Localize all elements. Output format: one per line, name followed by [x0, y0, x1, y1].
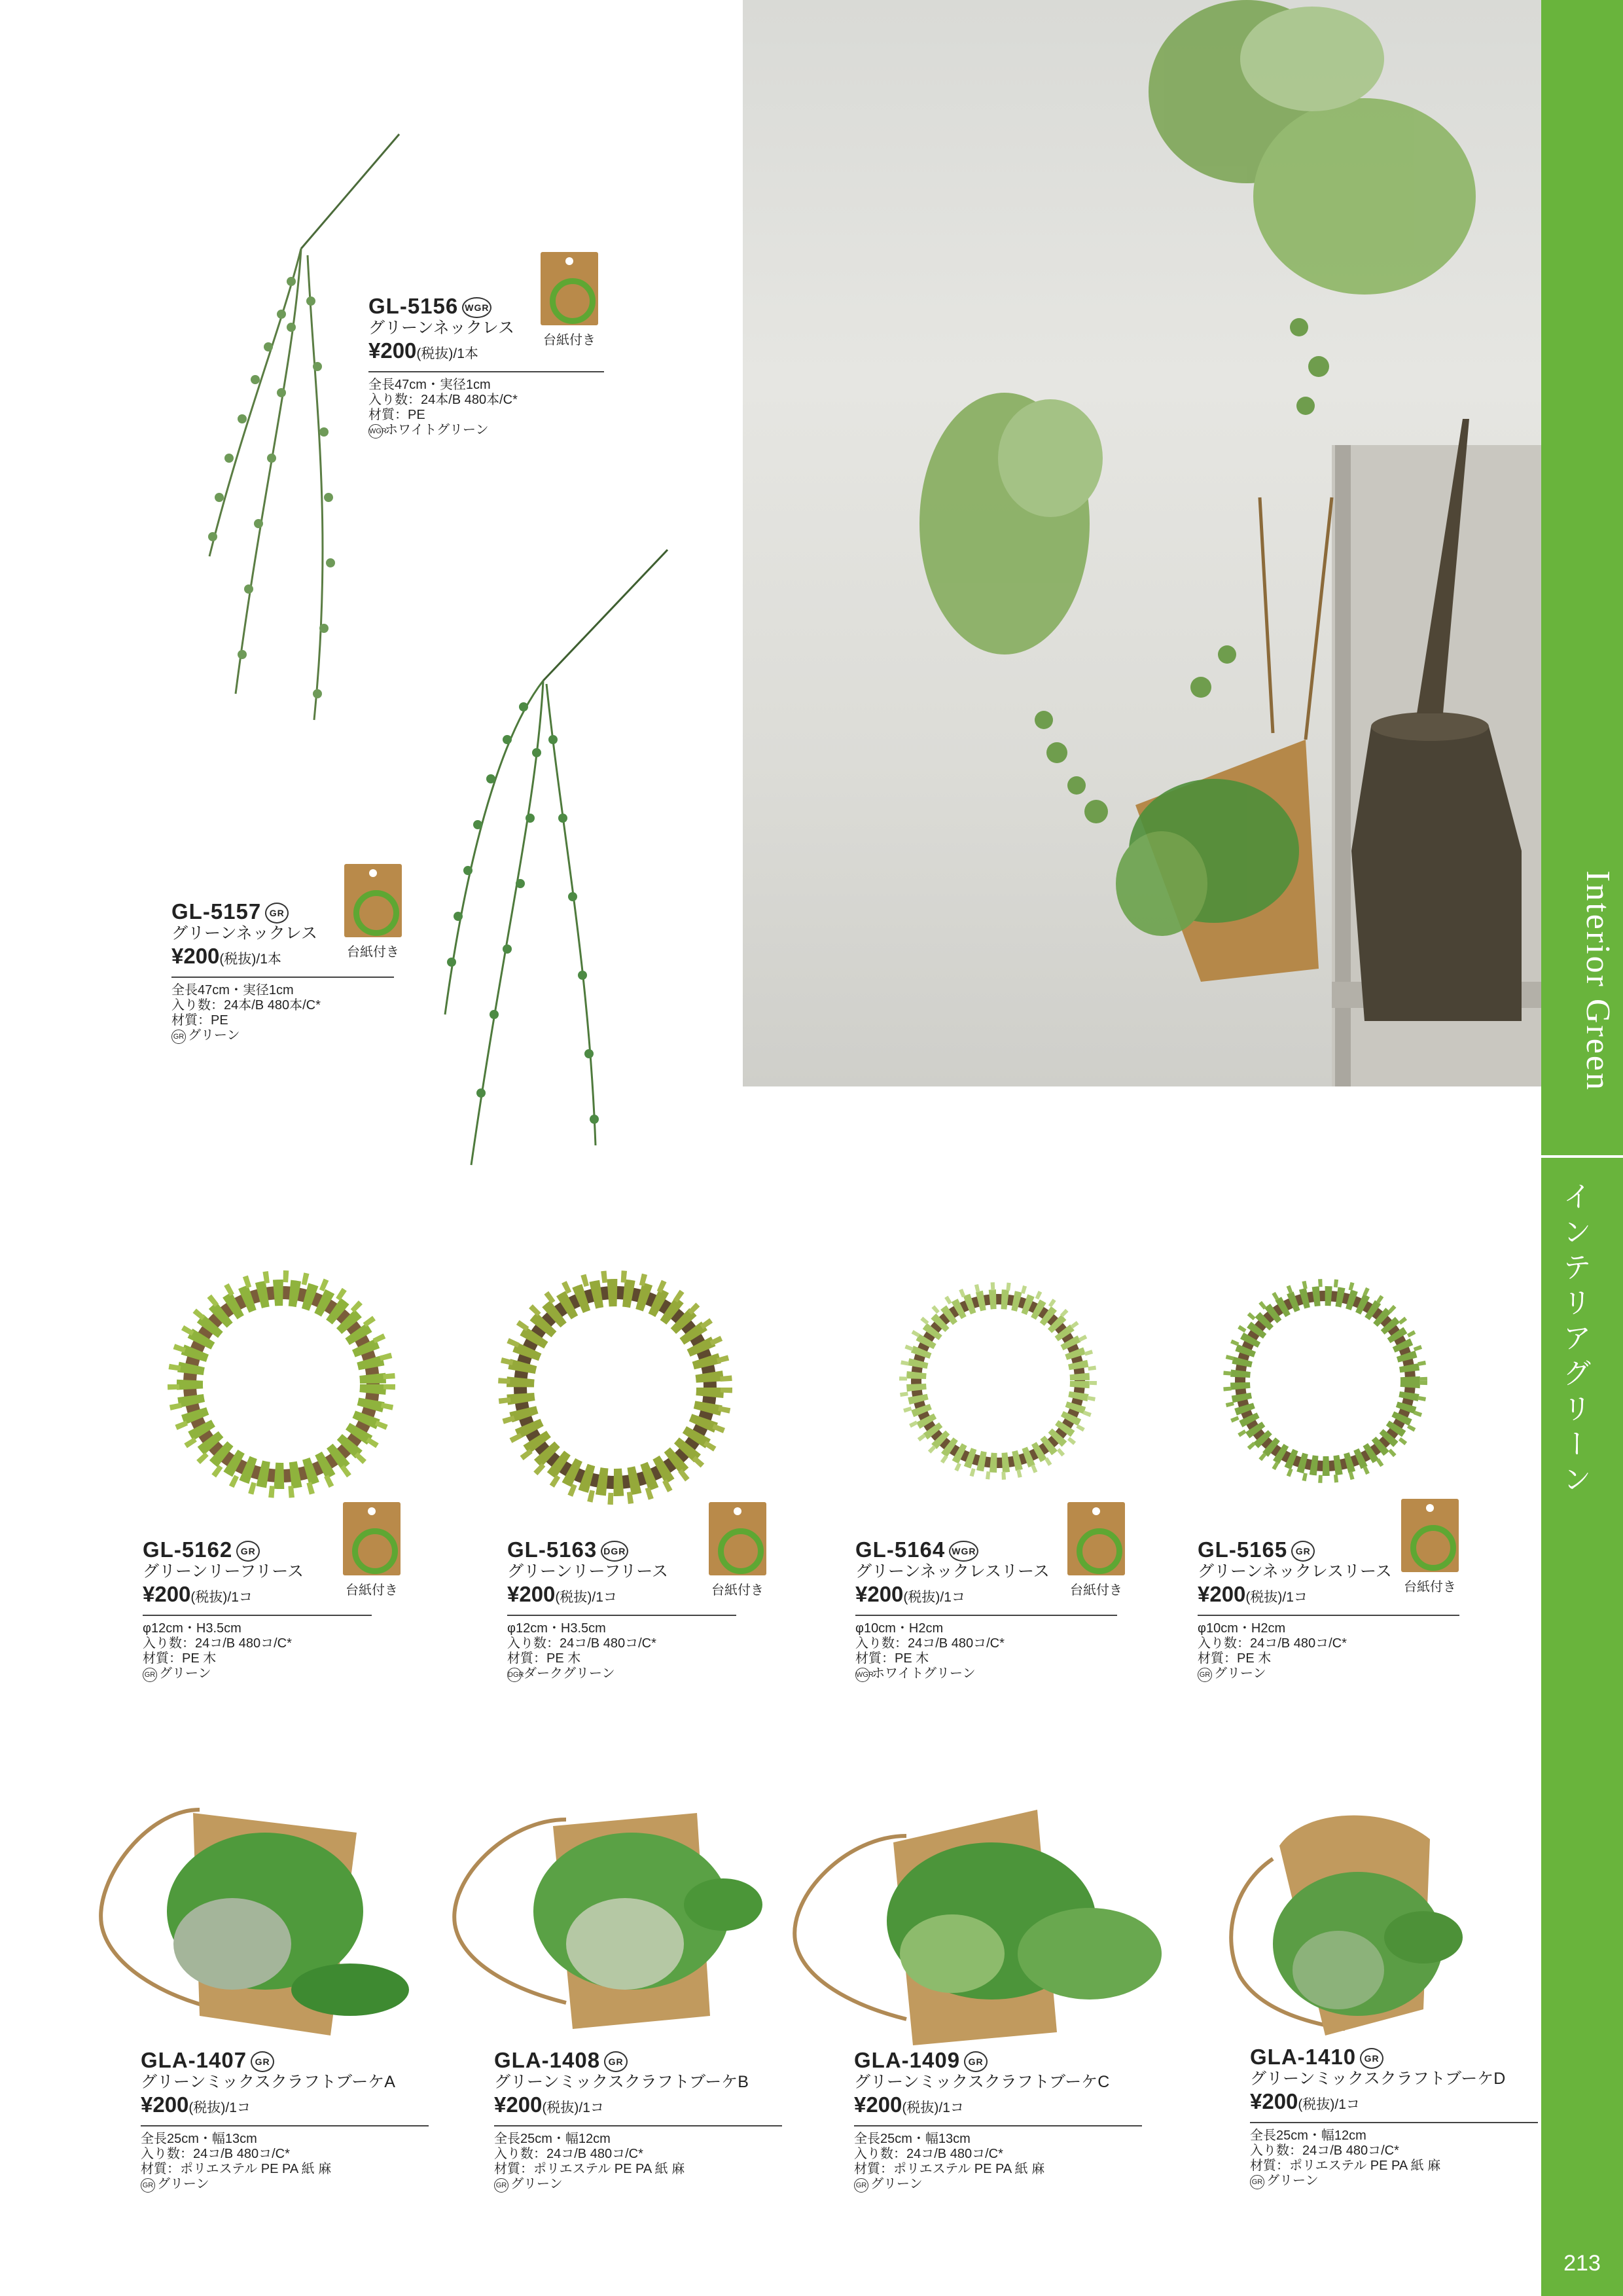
product-name: グリーンネックレス [171, 924, 318, 942]
price: ¥200 [855, 1582, 904, 1606]
color-code-badge: GR [1250, 2175, 1264, 2189]
unit: /1コ [227, 1590, 253, 1605]
product-code: GL-5165 [1198, 1537, 1288, 1562]
color-name: グリーン [870, 2177, 923, 2191]
price: ¥200 [507, 1582, 556, 1606]
price: ¥200 [1250, 2089, 1298, 2113]
spec-material: 材質：PE 木 [1198, 1651, 1272, 1666]
product-gla-1408 [494, 2049, 782, 2193]
color-badge: WGR [949, 1541, 978, 1562]
card-tag-gl-5162 [332, 1502, 411, 1598]
divider [854, 2125, 1142, 2126]
product-photo-gl-5164 [890, 1273, 1106, 1496]
color-code-badge: DGR [507, 1668, 522, 1682]
product-code: GL-5156 [368, 294, 459, 318]
color-badge: GR [236, 1541, 260, 1562]
product-photo-gla-1410 [1194, 1793, 1482, 2055]
spec-material: 材質：PE 木 [143, 1651, 217, 1666]
product-code: GLA-1409 [854, 2048, 961, 2072]
spec-material: 材質：PE 木 [507, 1651, 581, 1666]
price: ¥200 [494, 2092, 543, 2117]
unit: /1本 [453, 346, 478, 361]
color-name: ダークグリーン [524, 1666, 615, 1681]
card-tag-icon [709, 1502, 766, 1575]
product-photo-gl-5157 [406, 543, 681, 1172]
card-tag-icon [541, 252, 598, 325]
spec-size: φ10cm・H2cm [855, 1621, 944, 1636]
unit: /1本 [256, 952, 281, 967]
color-code-badge: WGR [855, 1668, 870, 1682]
product-name: グリーンミックスクラフトブーケD [1250, 2070, 1506, 2088]
card-tag-icon [344, 864, 402, 937]
tax-note: (税抜) [219, 952, 257, 967]
divider [171, 977, 394, 978]
tax-note: (税抜) [555, 1590, 592, 1605]
product-photo-gla-1408 [435, 1780, 776, 2042]
hero-photo [743, 0, 1541, 1086]
product-code: GLA-1410 [1250, 2045, 1357, 2069]
card-caption: 台紙付き [711, 1583, 764, 1598]
color-name: グリーン [157, 2177, 209, 2191]
spec-size: φ10cm・H2cm [1198, 1621, 1286, 1636]
page-number: 213 [1563, 2251, 1601, 2276]
spec-material: 材質：PE 木 [855, 1651, 929, 1666]
product-code: GL-5157 [171, 899, 262, 924]
tax-note: (税抜) [1298, 2097, 1335, 2112]
color-name: グリーン [1266, 2174, 1319, 2188]
color-code-badge: GR [494, 2178, 508, 2193]
spec-quantity: 入り数：24本/B 480本/C* [171, 998, 321, 1013]
spec-material: 材質：PE [171, 1013, 228, 1028]
card-tag-gl-5156 [530, 252, 609, 348]
unit: /1コ [1334, 2097, 1360, 2112]
section-title-jp: インテリアグリーン [1558, 1181, 1590, 1499]
spec-quantity: 入り数：24コ/B 480コ/C* [1250, 2144, 1399, 2158]
color-code-badge: GR [143, 1668, 157, 1682]
spec-size: 全長25cm・幅12cm [1250, 2128, 1366, 2143]
card-caption: 台紙付き [1404, 1580, 1456, 1594]
spec-size: φ12cm・H3.5cm [143, 1621, 241, 1636]
color-badge: GR [604, 2051, 628, 2072]
section-title-en: Interior Green [1579, 870, 1616, 1092]
color-badge: GR [1291, 1541, 1315, 1562]
price: ¥200 [171, 944, 220, 968]
product-gla-1410 [1250, 2045, 1538, 2189]
spec-size: 全長47cm・実径1cm [368, 378, 491, 392]
card-caption: 台紙付き [346, 1583, 398, 1598]
divider [507, 1615, 736, 1616]
card-caption: 台紙付き [543, 333, 596, 348]
tax-note: (税抜) [416, 346, 454, 361]
spec-quantity: 入り数：24本/B 480本/C* [368, 393, 518, 407]
color-code-badge: GR [854, 2178, 868, 2193]
tax-note: (税抜) [1245, 1590, 1283, 1605]
unit: /1コ [938, 2100, 964, 2115]
tax-note: (税抜) [190, 1590, 228, 1605]
spec-material: 材質：PE [368, 408, 425, 422]
product-photo-gl-5162 [154, 1253, 409, 1515]
spec-material: 材質：ポリエステル PE PA 紙 麻 [854, 2162, 1045, 2176]
card-tag-icon [1401, 1499, 1459, 1572]
price: ¥200 [141, 2092, 189, 2117]
product-name: グリーンネックレスリース [855, 1562, 1050, 1581]
card-caption: 台紙付き [347, 945, 399, 960]
card-tag-icon [1067, 1502, 1125, 1575]
product-photo-gla-1407 [82, 1774, 422, 2055]
spec-size: 全長25cm・幅13cm [854, 2132, 971, 2146]
color-code-badge: GR [1198, 1668, 1212, 1682]
product-code: GLA-1407 [141, 2048, 247, 2072]
side-tab-divider [1541, 1155, 1623, 1158]
product-photo-gl-5156 [183, 131, 406, 753]
product-gla-1407 [141, 2049, 429, 2193]
product-name: グリーンネックレスリース [1198, 1562, 1392, 1581]
tax-note: (税抜) [902, 2100, 939, 2115]
card-caption: 台紙付き [1070, 1583, 1122, 1598]
product-name: グリーンミックスクラフトブーケA [141, 2073, 395, 2091]
spec-quantity: 入り数：24コ/B 480コ/C* [494, 2147, 643, 2161]
unit: /1コ [592, 1590, 617, 1605]
color-badge: DGR [601, 1541, 628, 1562]
tax-note: (税抜) [903, 1590, 940, 1605]
color-badge: GR [964, 2051, 988, 2072]
color-name: グリーン [1214, 1666, 1266, 1681]
spec-size: 全長47cm・実径1cm [171, 983, 294, 997]
card-tag-gl-5164 [1057, 1502, 1135, 1598]
product-photo-gla-1409 [776, 1797, 1168, 2058]
card-tag-icon [343, 1502, 401, 1575]
price: ¥200 [368, 338, 417, 363]
color-badge: GR [1360, 2048, 1383, 2069]
spec-material: 材質：ポリエステル PE PA 紙 麻 [494, 2162, 685, 2176]
divider [1250, 2122, 1538, 2123]
color-badge: WGR [462, 297, 491, 318]
spec-material: 材質：ポリエステル PE PA 紙 麻 [1250, 2159, 1441, 2173]
product-name: グリーンネックレス [368, 319, 515, 337]
spec-quantity: 入り数：24コ/B 480コ/C* [855, 1636, 1005, 1651]
product-name: グリーンリーフリース [143, 1562, 304, 1581]
color-code-badge: WGR [368, 424, 383, 439]
card-tag-gl-5163 [698, 1502, 777, 1598]
spec-size: 全長25cm・幅13cm [141, 2132, 257, 2146]
color-name: ホワイトグリーン [872, 1666, 976, 1681]
unit: /1コ [940, 1590, 965, 1605]
divider [855, 1615, 1117, 1616]
product-name: グリーンミックスクラフトブーケC [854, 2073, 1110, 2091]
product-gla-1409 [854, 2049, 1142, 2193]
spec-quantity: 入り数：24コ/B 480コ/C* [143, 1636, 292, 1651]
color-badge: GR [251, 2051, 274, 2072]
divider [494, 2125, 782, 2126]
price: ¥200 [143, 1582, 191, 1606]
product-code: GL-5163 [507, 1537, 597, 1562]
price: ¥200 [854, 2092, 902, 2117]
product-photo-gl-5165 [1211, 1266, 1440, 1496]
color-badge: GR [265, 903, 289, 924]
tax-note: (税抜) [188, 2100, 226, 2115]
product-code: GLA-1408 [494, 2048, 601, 2072]
spec-size: 全長25cm・幅12cm [494, 2132, 611, 2146]
unit: /1コ [225, 2100, 251, 2115]
spec-quantity: 入り数：24コ/B 480コ/C* [854, 2147, 1003, 2161]
color-name: グリーン [510, 2177, 563, 2191]
unit: /1コ [579, 2100, 604, 2115]
divider [368, 371, 604, 372]
color-code-badge: GR [141, 2178, 155, 2193]
color-name: ホワイトグリーン [385, 423, 489, 437]
spec-size: φ12cm・H3.5cm [507, 1621, 606, 1636]
spec-quantity: 入り数：24コ/B 480コ/C* [1198, 1636, 1347, 1651]
product-name: グリーンリーフリース [507, 1562, 669, 1581]
product-code: GL-5164 [855, 1537, 946, 1562]
color-name: グリーン [188, 1028, 240, 1043]
color-name: グリーン [159, 1666, 211, 1681]
product-photo-gl-5163 [484, 1257, 746, 1518]
price: ¥200 [1198, 1582, 1246, 1606]
spec-quantity: 入り数：24コ/B 480コ/C* [141, 2147, 290, 2161]
divider [143, 1615, 372, 1616]
card-tag-gl-5165 [1391, 1499, 1469, 1595]
tax-note: (税抜) [542, 2100, 579, 2115]
product-name: グリーンミックスクラフトブーケB [494, 2073, 749, 2091]
spec-quantity: 入り数：24コ/B 480コ/C* [507, 1636, 656, 1651]
divider [1198, 1615, 1459, 1616]
divider [141, 2125, 429, 2126]
card-tag-gl-5157 [334, 864, 412, 960]
unit: /1コ [1282, 1590, 1308, 1605]
side-tab [1541, 0, 1623, 2296]
spec-material: 材質：ポリエステル PE PA 紙 麻 [141, 2162, 332, 2176]
color-code-badge: GR [171, 1030, 186, 1044]
product-code: GL-5162 [143, 1537, 233, 1562]
